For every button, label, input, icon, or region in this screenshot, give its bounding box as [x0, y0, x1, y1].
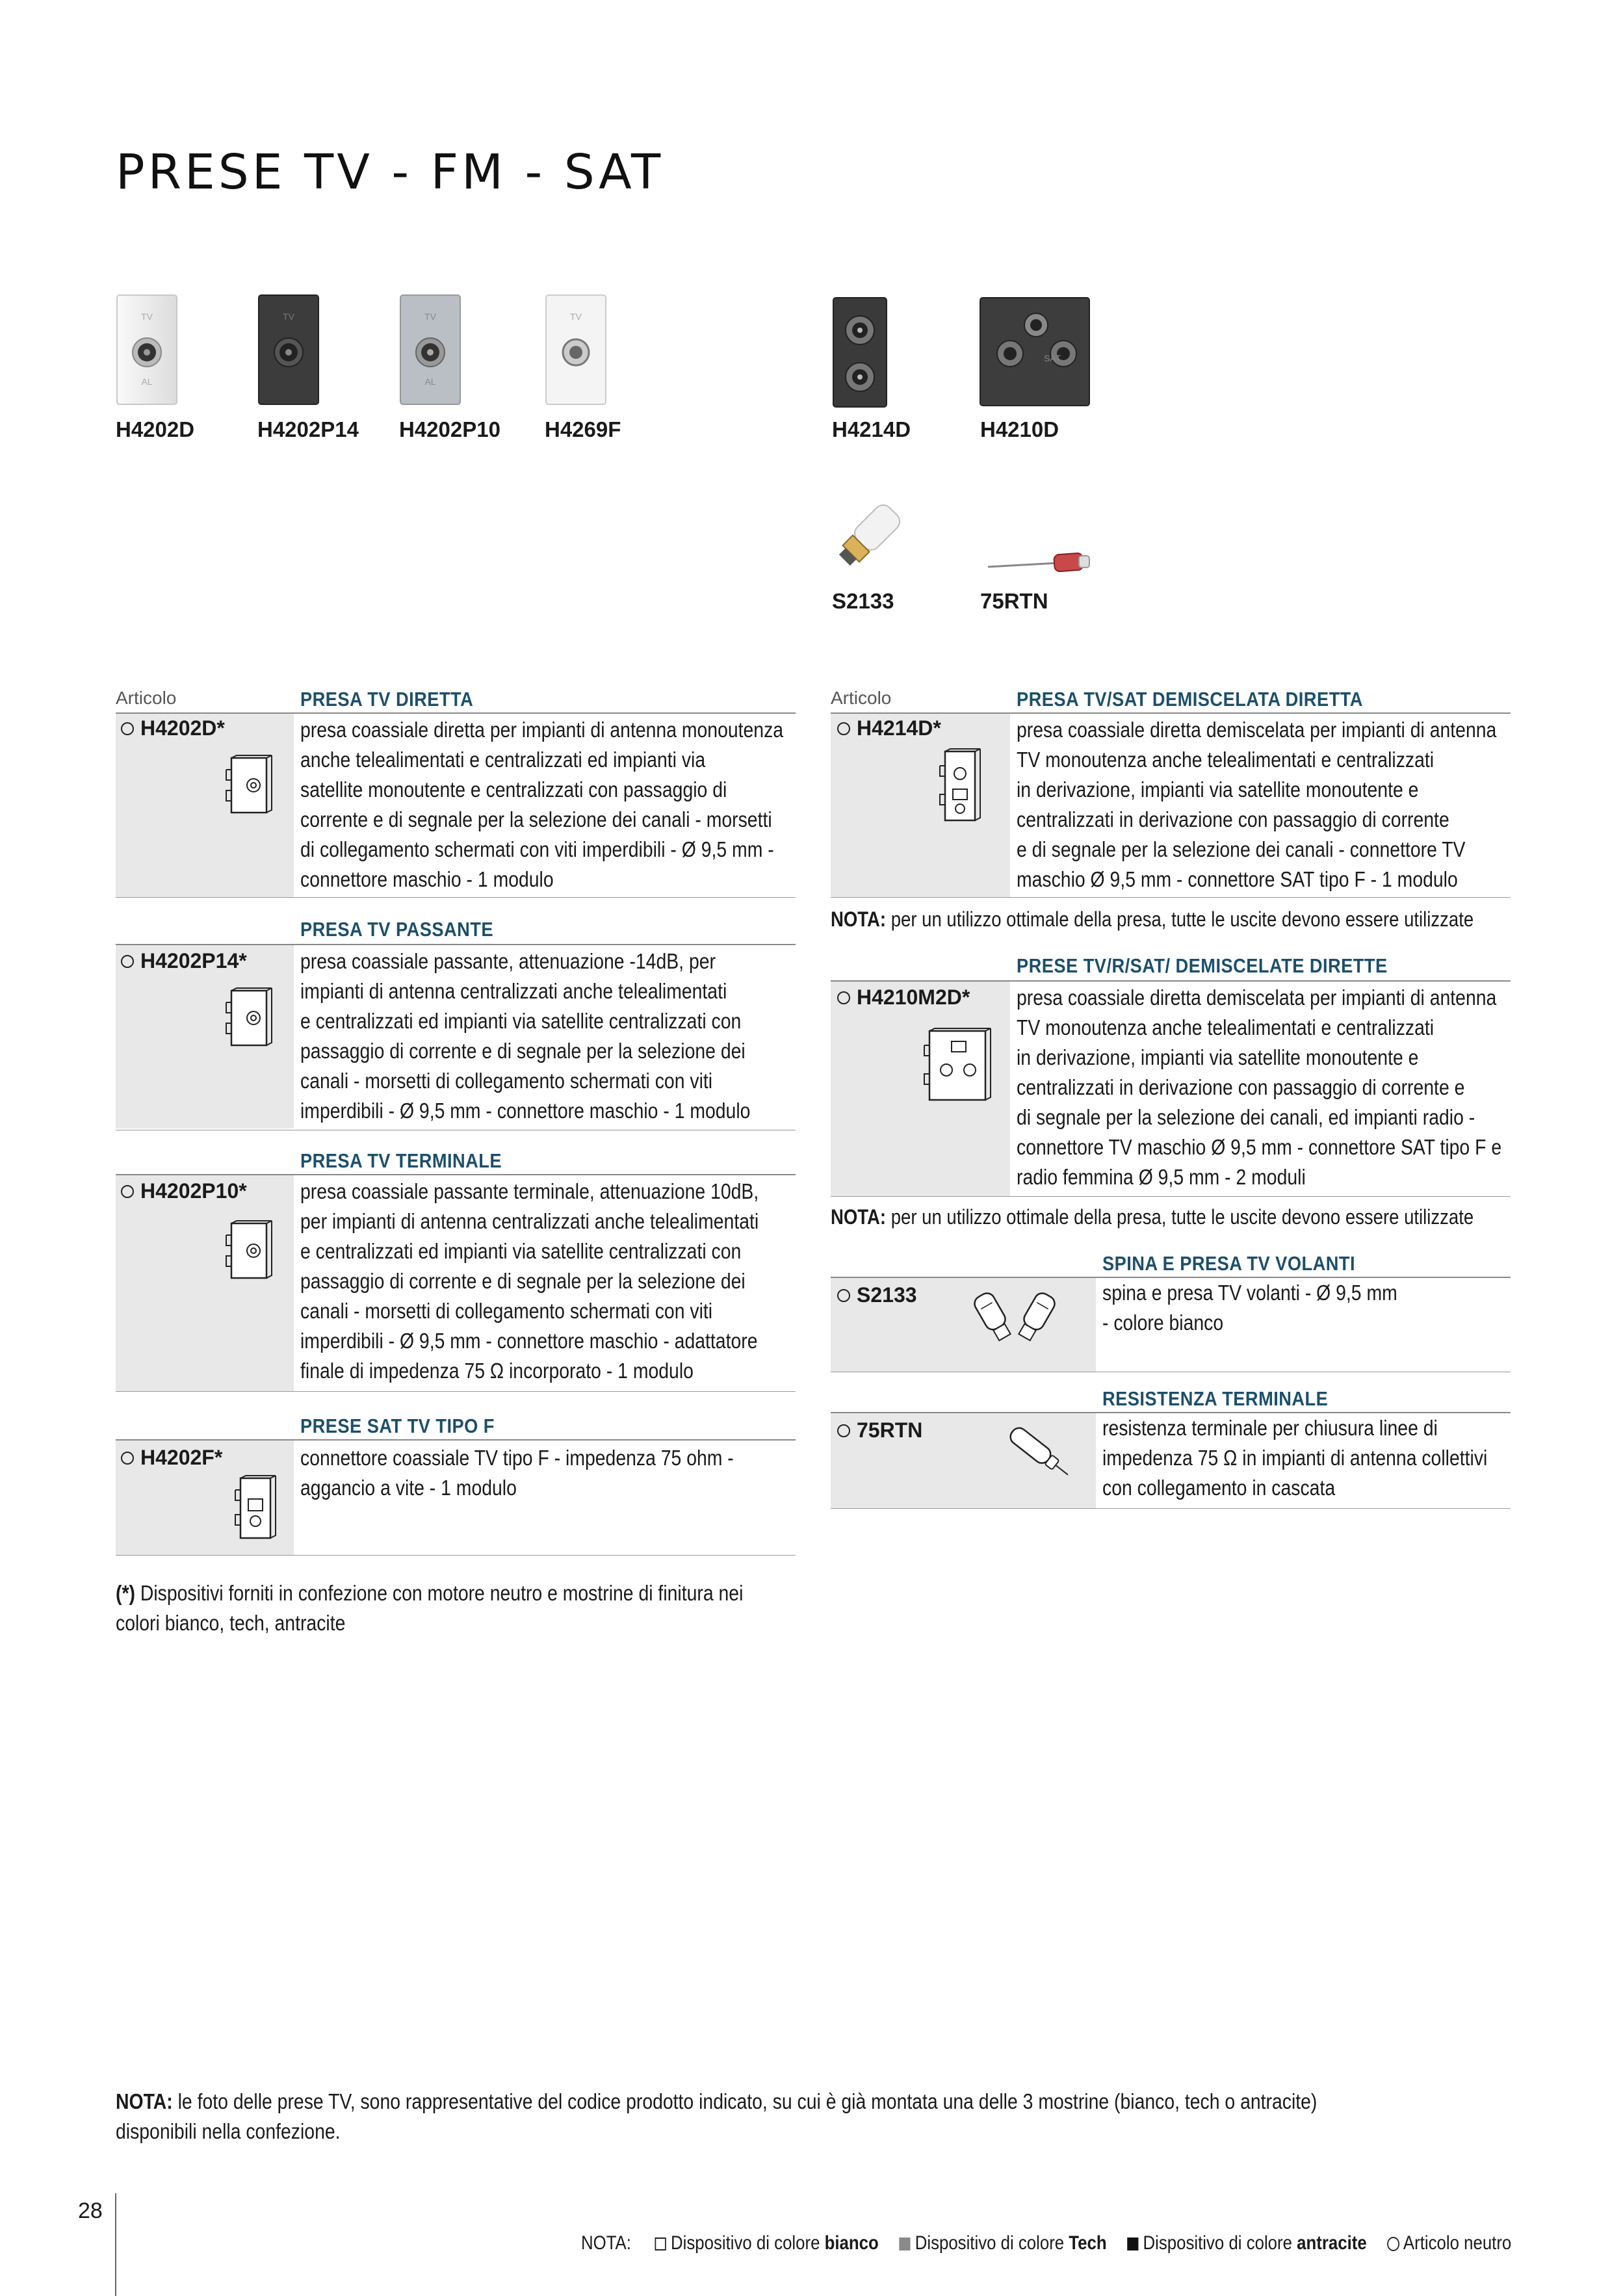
bottom-note	[116, 2087, 1457, 2146]
divider	[831, 1196, 1511, 1197]
section-title: PRESA TV TERMINALE	[300, 1149, 502, 1172]
article-description	[1017, 715, 1509, 894]
article-description	[1017, 983, 1509, 1192]
description-line: e centralizzati ed impianti via satellite centralizzati con	[300, 1239, 742, 1263]
tech-square-icon	[899, 2237, 910, 2250]
antracite-square-icon	[1127, 2237, 1138, 2250]
article-code-text: H4202P14*	[140, 949, 247, 972]
section-title: PRESE TV/R/SAT/ DEMISCELATE DIRETTE	[1017, 954, 1388, 977]
description-line: centralizzati in derivazione con passaggio di corrente e	[1017, 1075, 1465, 1099]
al-label: AL	[141, 376, 153, 387]
description-line: satellite monoutente e centralizzati con passaggio di	[300, 777, 727, 802]
section-title: PRESA TV/SAT DEMISCELATA DIRETTA	[1017, 688, 1363, 711]
article-code	[121, 1179, 247, 1203]
footnote	[116, 1578, 799, 1638]
description-line: aggancio a vite - 1 modulo	[300, 1476, 517, 1500]
legend-antr-bold: antracite	[1296, 2232, 1367, 2254]
article-code	[121, 716, 225, 740]
product-image-h4202p14	[257, 294, 320, 406]
description-line: impedenza 75 Ω in impianti di antenna collettivi	[1102, 1446, 1488, 1470]
article-code	[121, 1446, 222, 1470]
module-icon	[225, 987, 277, 1049]
article-code	[837, 1283, 917, 1307]
description-line: di collegamento schermati con viti imperdibili - Ø 9,5 mm -	[300, 837, 774, 861]
legend-tech-bold: Tech	[1069, 2232, 1107, 2254]
article-code-text: H4202D*	[140, 716, 225, 740]
module-icon	[234, 1474, 279, 1542]
resistor-icon	[994, 1421, 1079, 1480]
description-line: e centralizzati ed impianti via satellite centralizzati con	[300, 1009, 742, 1033]
color-legend	[581, 2232, 1511, 2254]
page-number: 28	[78, 2198, 103, 2223]
description-line: presa coassiale passante terminale, attenuazione 10dB,	[300, 1179, 759, 1203]
description-line: in derivazione, impianti via satellite monoutente e	[1017, 1045, 1419, 1069]
bottom-note-text: le foto delle prese TV, sono rappresentative del codice prodotto indicato, su cui è già montata una delle 3 mostrine (bianco, tech o antracite)	[172, 2089, 1318, 2113]
legend-tech-pre: Dispositivo di colore	[915, 2232, 1069, 2254]
description-line: resistenza terminale per chiusura linee di	[1102, 1416, 1438, 1440]
article-code-text: S2133	[857, 1283, 917, 1307]
section-title: RESISTENZA TERMINALE	[1102, 1387, 1329, 1410]
footnote-mark: (*)	[116, 1581, 135, 1605]
article-description	[300, 1443, 797, 1503]
product-image-h4269f	[545, 294, 607, 406]
divider	[831, 1508, 1511, 1509]
product-image-h4202d	[116, 294, 178, 406]
description-line: anche telealimentati e centralizzati ed impianti via	[300, 748, 706, 772]
article-code	[121, 949, 247, 973]
product-code: 75RTN	[980, 589, 1048, 613]
section-title: SPINA E PRESA TV VOLANTI	[1102, 1252, 1356, 1275]
product-code: S2133	[832, 589, 894, 613]
nota	[831, 907, 1474, 932]
description-line: presa coassiale diretta demiscelata per impianti di antenna	[1017, 985, 1497, 1010]
description-line: TV monoutenza anche telealimentati e centralizzati	[1017, 1015, 1435, 1039]
al-label: AL	[424, 376, 436, 387]
description-line: presa coassiale passante, attenuazione -14dB, per	[300, 949, 716, 973]
neutral-circle-icon	[121, 955, 134, 968]
product-code: H4214D	[832, 417, 911, 441]
description-line: centralizzati in derivazione con passaggio di corrente	[1017, 807, 1449, 831]
article-code-text: H4210M2D*	[857, 985, 970, 1009]
tv-label: TV	[424, 311, 436, 322]
description-line: canali - morsetti di collegamento schermati con viti	[300, 1069, 713, 1093]
footnote-text: colori bianco, tech, antracite	[116, 1611, 346, 1635]
legend-neutral: Articolo neutro	[1403, 2232, 1511, 2254]
product-image-h4214d	[832, 296, 888, 408]
description-line: imperdibili - Ø 9,5 mm - connettore maschio - adattatore	[300, 1329, 758, 1353]
article-description	[300, 1177, 797, 1386]
section-title: PRESA TV DIRETTA	[300, 688, 474, 711]
neutral-circle-icon	[121, 722, 134, 735]
description-line: corrente e di segnale per la selezione dei canali - morsetti	[300, 807, 772, 831]
description-line: passaggio di corrente e di segnale per la selezione dei	[300, 1269, 746, 1293]
description-line: canali - morsetti di collegamento schermati con viti	[300, 1299, 713, 1323]
neutral-circle-icon	[837, 1424, 850, 1437]
module-icon	[225, 754, 277, 816]
product-image-s2133	[831, 498, 903, 577]
description-line: di segnale per la selezione dei canali, ed impianti radio -	[1017, 1105, 1475, 1129]
article-description	[1102, 1413, 1511, 1503]
section-title: PRESE SAT TV TIPO F	[300, 1415, 495, 1437]
product-code: H4202D	[116, 417, 195, 441]
description-line: presa coassiale diretta demiscelata per impianti di antenna	[1017, 718, 1497, 742]
description-line: connettore coassiale TV tipo F - impedenza 75 ohm -	[300, 1446, 734, 1470]
description-line: connettore maschio - 1 modulo	[300, 867, 554, 891]
tv-label: TV	[283, 311, 294, 322]
divider	[116, 897, 796, 898]
description-line: radio femmina Ø 9,5 mm - 2 moduli	[1017, 1165, 1306, 1189]
nota-label: NOTA:	[831, 907, 887, 931]
description-line: presa coassiale diretta per impianti di antenna monoutenza	[300, 718, 784, 742]
product-code: H4202P10	[399, 417, 500, 441]
article-code-text: H4214D*	[857, 716, 941, 740]
plug-icon	[971, 1285, 1059, 1350]
module-icon	[923, 1027, 996, 1104]
product-image-h4210d	[979, 296, 1091, 407]
neutral-circle-icon	[121, 1452, 134, 1465]
bottom-note-text: disponibili nella confezione.	[116, 2119, 341, 2143]
legend-white-bold: bianco	[824, 2232, 879, 2254]
neutral-circle-icon	[837, 991, 850, 1004]
module-icon	[939, 748, 984, 824]
divider	[116, 1555, 796, 1556]
neutral-circle-icon	[1387, 2237, 1399, 2251]
article-description	[300, 946, 797, 1126]
neutral-circle-icon	[121, 1185, 134, 1198]
article-code	[837, 985, 970, 1010]
description-line: per impianti di antenna centralizzati anche telealimentati	[300, 1209, 759, 1233]
article-code-text: 75RTN	[857, 1418, 923, 1442]
description-line: connettore TV maschio Ø 9,5 mm - connettore SAT tipo F e	[1017, 1135, 1502, 1159]
neutral-circle-icon	[837, 722, 850, 735]
white-square-icon	[655, 2237, 666, 2250]
article-code	[837, 1418, 922, 1442]
legend-prefix: NOTA:	[580, 2232, 631, 2254]
bottom-note-label: NOTA:	[116, 2089, 173, 2113]
product-code: H4202P14	[257, 417, 359, 441]
tv-label: TV	[570, 311, 582, 322]
article-description	[300, 715, 797, 894]
description-line: in derivazione, impianti via satellite monoutente e	[1017, 777, 1419, 802]
article-header: Articolo	[831, 688, 892, 708]
description-line: TV monoutenza anche telealimentati e centralizzati	[1017, 748, 1435, 772]
article-code-text: H4202F*	[140, 1446, 223, 1469]
article-cell	[116, 1175, 294, 1391]
description-line: passaggio di corrente e di segnale per la selezione dei	[300, 1039, 746, 1063]
article-header: Articolo	[116, 688, 177, 708]
article-code-text: H4202P10*	[140, 1179, 247, 1203]
description-line: finale di impedenza 75 Ω incorporato - 1 modulo	[300, 1359, 694, 1383]
nota-label: NOTA:	[831, 1205, 887, 1229]
sat-label: SAT	[1044, 353, 1061, 363]
page-title: PRESE TV - FM - SAT	[116, 144, 664, 200]
article-code	[837, 716, 941, 740]
product-code: H4269F	[545, 417, 621, 441]
description-line: - colore bianco	[1102, 1311, 1224, 1335]
nota-text: per un utilizzo ottimale della presa, tutte le uscite devono essere utilizzate	[886, 1205, 1474, 1229]
neutral-circle-icon	[837, 1289, 850, 1302]
legend-antr-pre: Dispositivo di colore	[1143, 2232, 1297, 2254]
tv-label: TV	[141, 311, 153, 322]
description-line: con collegamento in cascata	[1102, 1476, 1336, 1500]
margin-rule	[115, 2193, 116, 2296]
description-line: impianti di antenna centralizzati anche telealimentati	[300, 979, 727, 1003]
product-image-75rtn	[987, 550, 1092, 579]
divider	[116, 1391, 796, 1392]
divider	[831, 897, 1511, 898]
section-title: PRESA TV PASSANTE	[300, 918, 493, 941]
legend-white-pre: Dispositivo di colore	[670, 2232, 825, 2254]
module-icon	[225, 1220, 277, 1282]
description-line: spina e presa TV volanti - Ø 9,5 mm	[1102, 1281, 1397, 1305]
product-code: H4210D	[980, 417, 1059, 441]
product-image-h4202p10	[399, 294, 461, 406]
description-line: maschio Ø 9,5 mm - connettore SAT tipo F - 1 modulo	[1017, 867, 1458, 891]
nota-text: per un utilizzo ottimale della presa, tutte le uscite devono essere utilizzate	[886, 907, 1474, 931]
article-description	[1102, 1278, 1511, 1338]
footnote-text: Dispositivi forniti in confezione con motore neutro e mostrine di finitura nei	[135, 1581, 744, 1605]
description-line: imperdibili - Ø 9,5 mm - connettore maschio - 1 modulo	[300, 1099, 751, 1123]
nota	[831, 1205, 1474, 1229]
description-line: e di segnale per la selezione dei canali - connettore TV	[1017, 837, 1466, 861]
